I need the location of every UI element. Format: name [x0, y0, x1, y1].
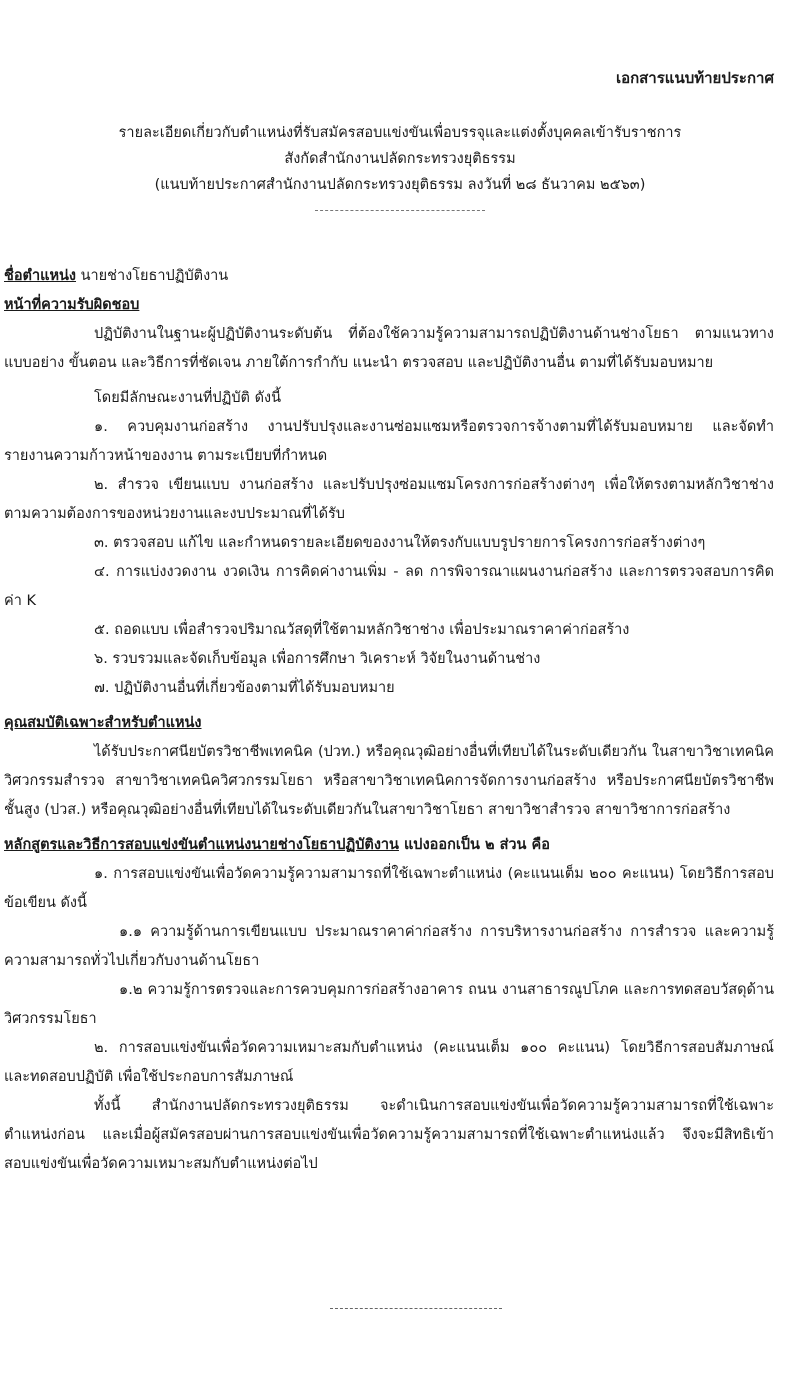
position-name: นายช่างโยธาปฏิบัติงาน: [76, 268, 229, 284]
title-line-2: สังกัดสำนักงานปลัดกระทรวงยุติธรรม: [284, 151, 516, 167]
task-item-2: ๒. สำรวจ เขียนแบบ งานก่อสร้าง และปรับปรุงซ่อมแซมโครงการก่อสร้างต่างๆ เพื่อให้ตรงตามหลักวิชาช่าง ตามความต้องการของหน่วยงานและงบประมาณที่ได้รับ: [4, 477, 774, 522]
duties-intro: ปฏิบัติงานในฐานะผู้ปฏิบัติงานระดับต้น ที่ต้องใช้ความรู้ความสามารถปฏิบัติงานด้านช่างโยธา ตามแนวทาง แบบอย่าง ขั้นตอน และวิธีการที่ชัดเจน ภายใต้การกำกับ แนะนำ ตรวจสอบ และปฏิบัติงานอื่น ตามที่ได้รับมอบหมาย: [4, 326, 774, 371]
qualifications-text: ได้รับประกาศนียบัตรวิชาชีพเทคนิค (ปวท.) หรือคุณวุฒิอย่างอื่นที่เทียบได้ในระดับเดียวกัน ในสาขาวิชาเทคนิควิศวกรรมสำรวจ สาขาวิชาเทคนิควิศวกรรมโยธา หรือสาขาวิชาเทคนิคการจัดการงานก่อสร้าง หรือประกาศนียบัตรวิชาชีพชั้นสูง (ปวส.) หรือคุณวุฒิอย่างอื่นที่เทียบได้ในระดับเดียวกันในสาขาวิชาโยธา สาขาวิชาสำรวจ สาขาวิชาการก่อสร้าง: [4, 744, 774, 818]
title-line-1: รายละเอียดเกี่ยวกับตำแหน่งที่รับสมัครสอบแข่งขันเพื่อบรรจุและแต่งตั้งบุคคลเข้ารับราชการ: [118, 125, 682, 141]
exam-heading: หลักสูตรและวิธีการสอบแข่งขันตำแหน่งนายช่างโยธาปฏิบัติงาน: [4, 837, 399, 853]
exam-part-1-1: ๑.๑ ความรู้ด้านการเขียนแบบ ประมาณราคาค่าก่อสร้าง การบริหารงานก่อสร้าง การสำรวจ และความรู้ความสามารถทั่วไปเกี่ยวกับงานด้านโยธา: [4, 924, 774, 969]
duties-heading: หน้าที่ความรับผิดชอบ: [4, 297, 140, 313]
bottom-divider: [330, 1308, 502, 1309]
task-item-4: ๔. การแบ่งงวดงาน งวดเงิน การคิดค่างานเพิ่ม - ลด การพิจารณาแผนงานก่อสร้าง และการตรวจสอบการคิดค่า K: [4, 564, 774, 609]
position-line: [4, 262, 774, 291]
position-label: ชื่อตำแหน่ง: [4, 268, 77, 284]
task-item-3: ๓. ตรวจสอบ แก้ไข และกำหนดรายละเอียดของงานให้ตรงกับแบบรูปรายการโครงการก่อสร้างต่างๆ: [94, 535, 706, 551]
task-item-1: ๑. ควบคุมงานก่อสร้าง งานปรับปรุงและงานซ่อมแซมหรือตรวจการจ้างตามที่ได้รับมอบหมาย และจัดทำรายงานความก้าวหน้าของงาน ตามระเบียบที่กำหนด: [4, 419, 774, 464]
exam-part-2: ๒. การสอบแข่งขันเพื่อวัดความเหมาะสมกับตำแหน่ง (คะแนนเต็ม ๑๐๐ คะแนน) โดยวิธีการสอบสัมภาษณ์ และทดสอบปฏิบัติ เพื่อใช้ประกอบการสัมภาษณ์: [4, 1040, 774, 1085]
document-body: [4, 262, 774, 1179]
exam-heading-line: [4, 831, 774, 860]
exam-part-1-2: ๑.๒ ความรู้การตรวจและการควบคุมการก่อสร้างอาคาร ถนน งานสาธารณูปโภค และการทดสอบวัสดุด้านวิศวกรรมโยธา: [4, 982, 774, 1027]
exam-heading-suffix: แบ่งออกเป็น ๒ ส่วน คือ: [398, 837, 550, 853]
document-title-block: [0, 120, 800, 211]
title-line-3: (แนบท้ายประกาศสำนักงานปลัดกระทรวงยุติธรรม ลงวันที่ ๒๘ ธันวาคม ๒๕๖๓): [154, 177, 646, 193]
qualifications-heading: คุณสมบัติเฉพาะสำหรับตำแหน่ง: [4, 715, 202, 731]
title-divider: [315, 210, 485, 211]
task-item-5: ๕. ถอดแบบ เพื่อสำรวจปริมาณวัสดุที่ใช้ตามหลักวิชาช่าง เพื่อประมาณราคาค่าก่อสร้าง: [94, 622, 630, 638]
attachment-label: เอกสารแนบท้ายประกาศ: [615, 69, 774, 87]
task-item-6: ๖. รวบรวมและจัดเก็บข้อมูล เพื่อการศึกษา วิเคราะห์ วิจัยในงานด้านช่าง: [94, 651, 541, 667]
task-item-7: ๗. ปฏิบัติงานอื่นที่เกี่ยวข้องตามที่ได้รับมอบหมาย: [94, 680, 395, 696]
tasks-intro: โดยมีลักษณะงานที่ปฏิบัติ ดังนี้: [94, 390, 281, 406]
exam-note: ทั้งนี้ สำนักงานปลัดกระทรวงยุติธรรม จะดำเนินการสอบแข่งขันเพื่อวัดความรู้ความสามารถที่ใช้เฉพาะตำแหน่งก่อน และเมื่อผู้สมัครสอบผ่านการสอบแข่งขันเพื่อวัดความรู้ความสามารถที่ใช้เฉพาะตำแหน่งแล้ว จึงจะมีสิทธิเข้าสอบแข่งขันเพื่อวัดความเหมาะสมกับตำแหน่งต่อไป: [4, 1098, 774, 1172]
exam-part-1: ๑. การสอบแข่งขันเพื่อวัดความรู้ความสามารถที่ใช้เฉพาะตำแหน่ง (คะแนนเต็ม ๒๐๐ คะแนน) โดยวิธีการสอบข้อเขียน ดังนี้: [4, 866, 774, 911]
